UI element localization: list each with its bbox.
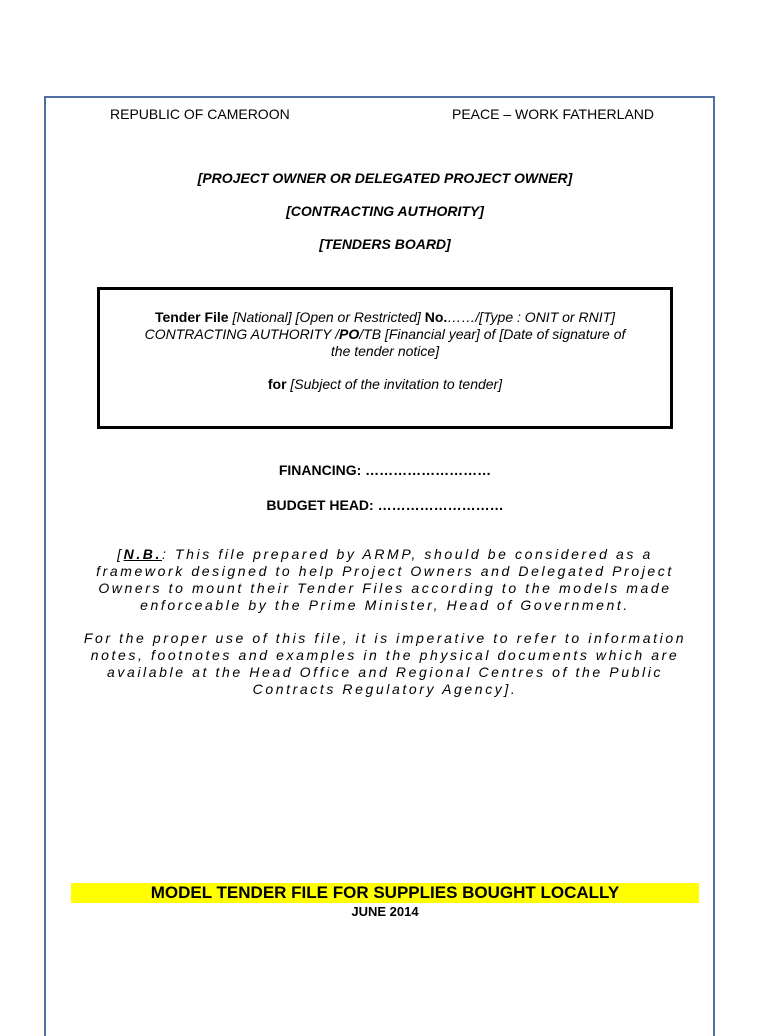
tender-number-placeholder: ……/[Type : ONIT or RNIT] [447, 309, 616, 325]
financing-line: FINANCING: ……………………… [278, 462, 492, 478]
tender-scope: [National] [Open or Restricted] [232, 309, 421, 325]
model-tender-title: MODEL TENDER FILE FOR SUPPLIES BOUGHT LOCALLY [71, 883, 699, 903]
header-motto: PEACE – WORK FATHERLAND [452, 106, 655, 122]
document-date: JUNE 2014 [351, 904, 419, 919]
nb-label: N.B. [123, 546, 163, 562]
title-tenders-board: [TENDERS BOARD] [319, 236, 451, 252]
tender-subject: [Subject of the invitation to tender] [290, 376, 503, 392]
nb-open-bracket: [ [117, 546, 124, 562]
usage-paragraph [72, 630, 698, 698]
tender-for-label: for [267, 376, 287, 392]
tender-file-label: Tender File [154, 309, 229, 325]
tender-file-line-1 [100, 309, 670, 326]
usage-text: For the proper use of this file, it is imperative to refer to information notes, footnotes and examples in the physical documents which are available at the Head Office and Regional Centres of the Public Contracts Regulatory Agency]. [83, 630, 687, 697]
tender-authority-prefix: CONTRACTING AUTHORITY / [144, 326, 340, 342]
tender-notice: the tender notice] [330, 343, 440, 359]
tender-tb-rest: /TB [Financial year] of [Date of signature of [359, 326, 626, 342]
nb-paragraph [72, 546, 698, 614]
title-project-owner: [PROJECT OWNER OR DELEGATED PROJECT OWNER] [197, 170, 573, 186]
tender-file-box [97, 287, 673, 429]
tender-subject-line [100, 376, 670, 393]
tender-po: PO [339, 326, 360, 342]
nb-text: : This file prepared by ARMP, should be considered as a framework designed to help Project Owners and Delegated Project Owners to mount their Tender Files according to the models made enforceable by the Prime Minister, Head of Government. [96, 546, 674, 613]
header-republic: REPUBLIC OF CAMEROON [110, 106, 290, 122]
title-contracting-authority: [CONTRACTING AUTHORITY] [286, 203, 484, 219]
budget-head-line: BUDGET HEAD: ……………………… [266, 497, 504, 513]
tender-file-line-2 [100, 326, 670, 343]
tender-no-label: No. [424, 309, 448, 325]
